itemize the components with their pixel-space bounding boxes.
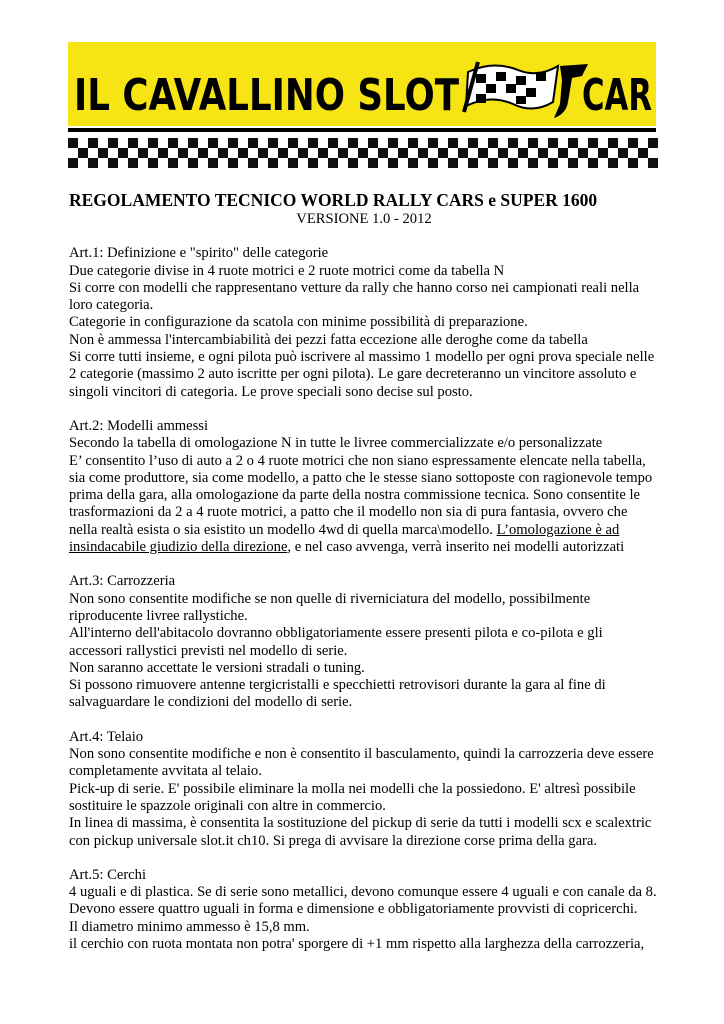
checker-square [468,158,478,168]
checker-square [608,158,618,168]
checker-square [458,148,468,158]
checker-square [498,148,508,158]
checker-square [418,148,428,158]
checker-square [558,148,568,158]
checker-square [368,158,378,168]
checker-square [308,138,318,148]
checker-square [478,148,488,158]
checker-square [68,138,78,148]
paragraph: Non saranno accettate le versioni stradali o tuning. [69,659,365,676]
checker-square [188,138,198,148]
checker-square [548,138,558,148]
checker-square [648,138,658,148]
checker-square [258,148,268,158]
document-body [69,190,659,970]
checker-square [78,148,88,158]
checker-square [318,148,328,158]
checker-square [648,158,658,168]
checker-square [188,158,198,168]
checker-square [628,138,638,148]
checker-square [268,158,278,168]
paragraph: 4 uguali e di plastica. Se di serie sono metallici, devono comunque essere 4 uguali e con canale da 8. Devono essere quattro uguali in forma e dimensione e obbligatoriamente provvisti di copricerchi. [69,884,657,918]
checker-square [518,148,528,158]
logo-text-right: CAR [582,70,652,121]
checker-square [538,148,548,158]
paragraph: Si possono rimuovere antenne tergicristalli e specchietti retrovisori durante la gara al fine di salvaguardare le condizioni del modello di serie. [69,677,606,711]
checker-square [168,138,178,148]
checker-square [508,158,518,168]
section-heading: Art.5: Cerchi [69,866,147,883]
checker-square [528,158,538,168]
checker-square [378,148,388,158]
checker-square [638,148,648,158]
paragraph: In linea di massima, è consentita la sostituzione del pickup di serie da tutti i modelli scx e scalextric con pickup universale slot.it ch10. Si prega di avvisare la direzione corse prima della gara. [69,815,652,849]
checker-square [228,158,238,168]
checker-square [238,148,248,158]
checker-square [88,158,98,168]
section-art1 [69,245,659,401]
checker-square [168,158,178,168]
paragraph: All'interno dell'abitacolo dovranno obbligatoriamente essere presenti pilota e co-pilota e gli accessori rallystici previsti nel modello di serie. [69,625,603,659]
paragraph: Secondo la tabella di omologazione N in tutte le livree commercializzate e/o personalizzate [69,435,603,452]
section-art2 [69,418,659,556]
checker-square [288,158,298,168]
section-heading: Art.2: Modelli ammessi [69,417,209,434]
checker-square [438,148,448,158]
section-heading: Art.4: Telaio [69,728,144,745]
checker-square [158,148,168,158]
checker-square [328,158,338,168]
checker-square [508,138,518,148]
checker-square [338,148,348,158]
section-art4 [69,729,659,850]
checker-square [328,138,338,148]
checker-square [568,138,578,148]
paragraph: Non è ammessa l'intercambiabilità dei pezzi fatta eccezione alle deroghe come da tabella [69,331,588,348]
paragraph: Due categorie divise in 4 ruote motrici e 2 ruote motrici come da tabella N [69,262,505,279]
checker-square [388,138,398,148]
section-art3 [69,573,659,711]
checker-square [358,148,368,158]
checker-square [348,138,358,148]
checker-square [588,138,598,148]
paragraph: Si corre tutti insieme, e ogni pilota può iscrivere al massimo 1 modello per ogni prova speciale nelle 2 categorie (massimo 2 auto iscritte per ogni pilota). Le gare decreteranno un vincitore assoluto e singoli vincitori di categoria. Le prove speciali sono decise sul posto. [69,349,655,400]
checker-square [528,138,538,148]
checker-square [108,138,118,148]
banner-divider [68,128,656,132]
checker-square [428,158,438,168]
checker-square [148,158,158,168]
checker-square [568,158,578,168]
checker-square [68,158,78,168]
checker-square [548,158,558,168]
paragraph: Non sono consentite modifiche e non è consentito il basculamento, quindi la carrozzeria deve essere completamente avvitata al telaio. [69,746,654,780]
checker-square [198,148,208,158]
checker-square [208,138,218,148]
checker-square [448,158,458,168]
checker-square [308,158,318,168]
checker-square [128,158,138,168]
paragraph: Non sono consentite modifiche se non quelle di riverniciatura del modello, possibilmente riproducente livree rallystiche. [69,590,591,624]
checker-square [98,148,108,158]
checker-square [618,148,628,158]
checker-square [288,138,298,148]
checker-square [578,148,588,158]
checker-square [278,148,288,158]
checker-square [138,148,148,158]
checker-square [488,138,498,148]
paragraph: il cerchio con ruota montata non potra' sporgere di +1 mm rispetto alla larghezza della carrozzeria, [69,935,645,952]
checker-square [588,158,598,168]
checker-square [228,138,238,148]
checker-square [408,158,418,168]
header-banner [68,42,656,172]
checker-square [218,148,228,158]
paragraph-rich [69,453,659,557]
document-title: REGOLAMENTO TECNICO WORLD RALLY CARS e SUPER 1600 [69,190,598,210]
checker-square [88,138,98,148]
checker-square [428,138,438,148]
checker-square [608,138,618,148]
banner-logo [68,42,656,172]
checker-square [248,138,258,148]
paragraph: Pick-up di serie. E' possibile eliminare la molla nei modelli che la possiedono. E' altresì possibile sostituire le spazzole originali con altre in commercio. [69,780,636,814]
checker-square [408,138,418,148]
checker-square [108,158,118,168]
checker-square [148,138,158,148]
paragraph: Categorie in configurazione da scatola con minime possibilità di preparazione. [69,314,528,331]
checker-square [368,138,378,148]
paragraph-text: E’ consentito l’uso di auto a 2 o 4 ruote motrici che non siano espressamente elencate nella tabella, sia come produttore, sia come modello, a patto che le stesse siano sottoposte con ragionevole tempo prima della gara, alla omologazione da parte della nostra commissione tecnica. Sono consentite le trasformazioni da 2 a 4 ruote motrici, a patto che il modello non sia di pura fantasia, ovvero che nella realtà esista o sia esistito un modello 4wd di quella marca\modello. [69,452,653,538]
section-heading: Art.3: Carrozzeria [69,573,176,590]
underlined-text: L’omologazione è ad insindacabile giudizio della direzione [69,521,620,556]
checker-square [248,158,258,168]
paragraph: Si corre con modelli che rappresentano vetture da rally che hanno corso nei campionati reali nella loro categoria. [69,279,640,314]
checker-square [118,148,128,158]
logo-text-left: IL CAVALLINO SLOT [74,70,459,121]
checker-square [468,138,478,148]
checker-square [398,148,408,158]
checker-square [268,138,278,148]
section-art5 [69,867,659,953]
checker-square [208,158,218,168]
checker-square [388,158,398,168]
checker-square [448,138,458,148]
checker-square [628,158,638,168]
checker-square [598,148,608,158]
document-version: VERSIONE 1.0 - 2012 [296,211,432,227]
checker-square [348,158,358,168]
section-heading: Art.1: Definizione e "spirito" delle categorie [69,245,329,262]
checker-square [298,148,308,158]
checker-square [488,158,498,168]
paragraph: Il diametro minimo ammesso è 15,8 mm. [69,918,310,935]
paragraph-text: , e nel caso avvenga, verrà inserito nei modelli autorizzati [287,539,625,556]
checker-square [178,148,188,158]
checker-square [128,138,138,148]
checkered-strip [68,138,658,168]
